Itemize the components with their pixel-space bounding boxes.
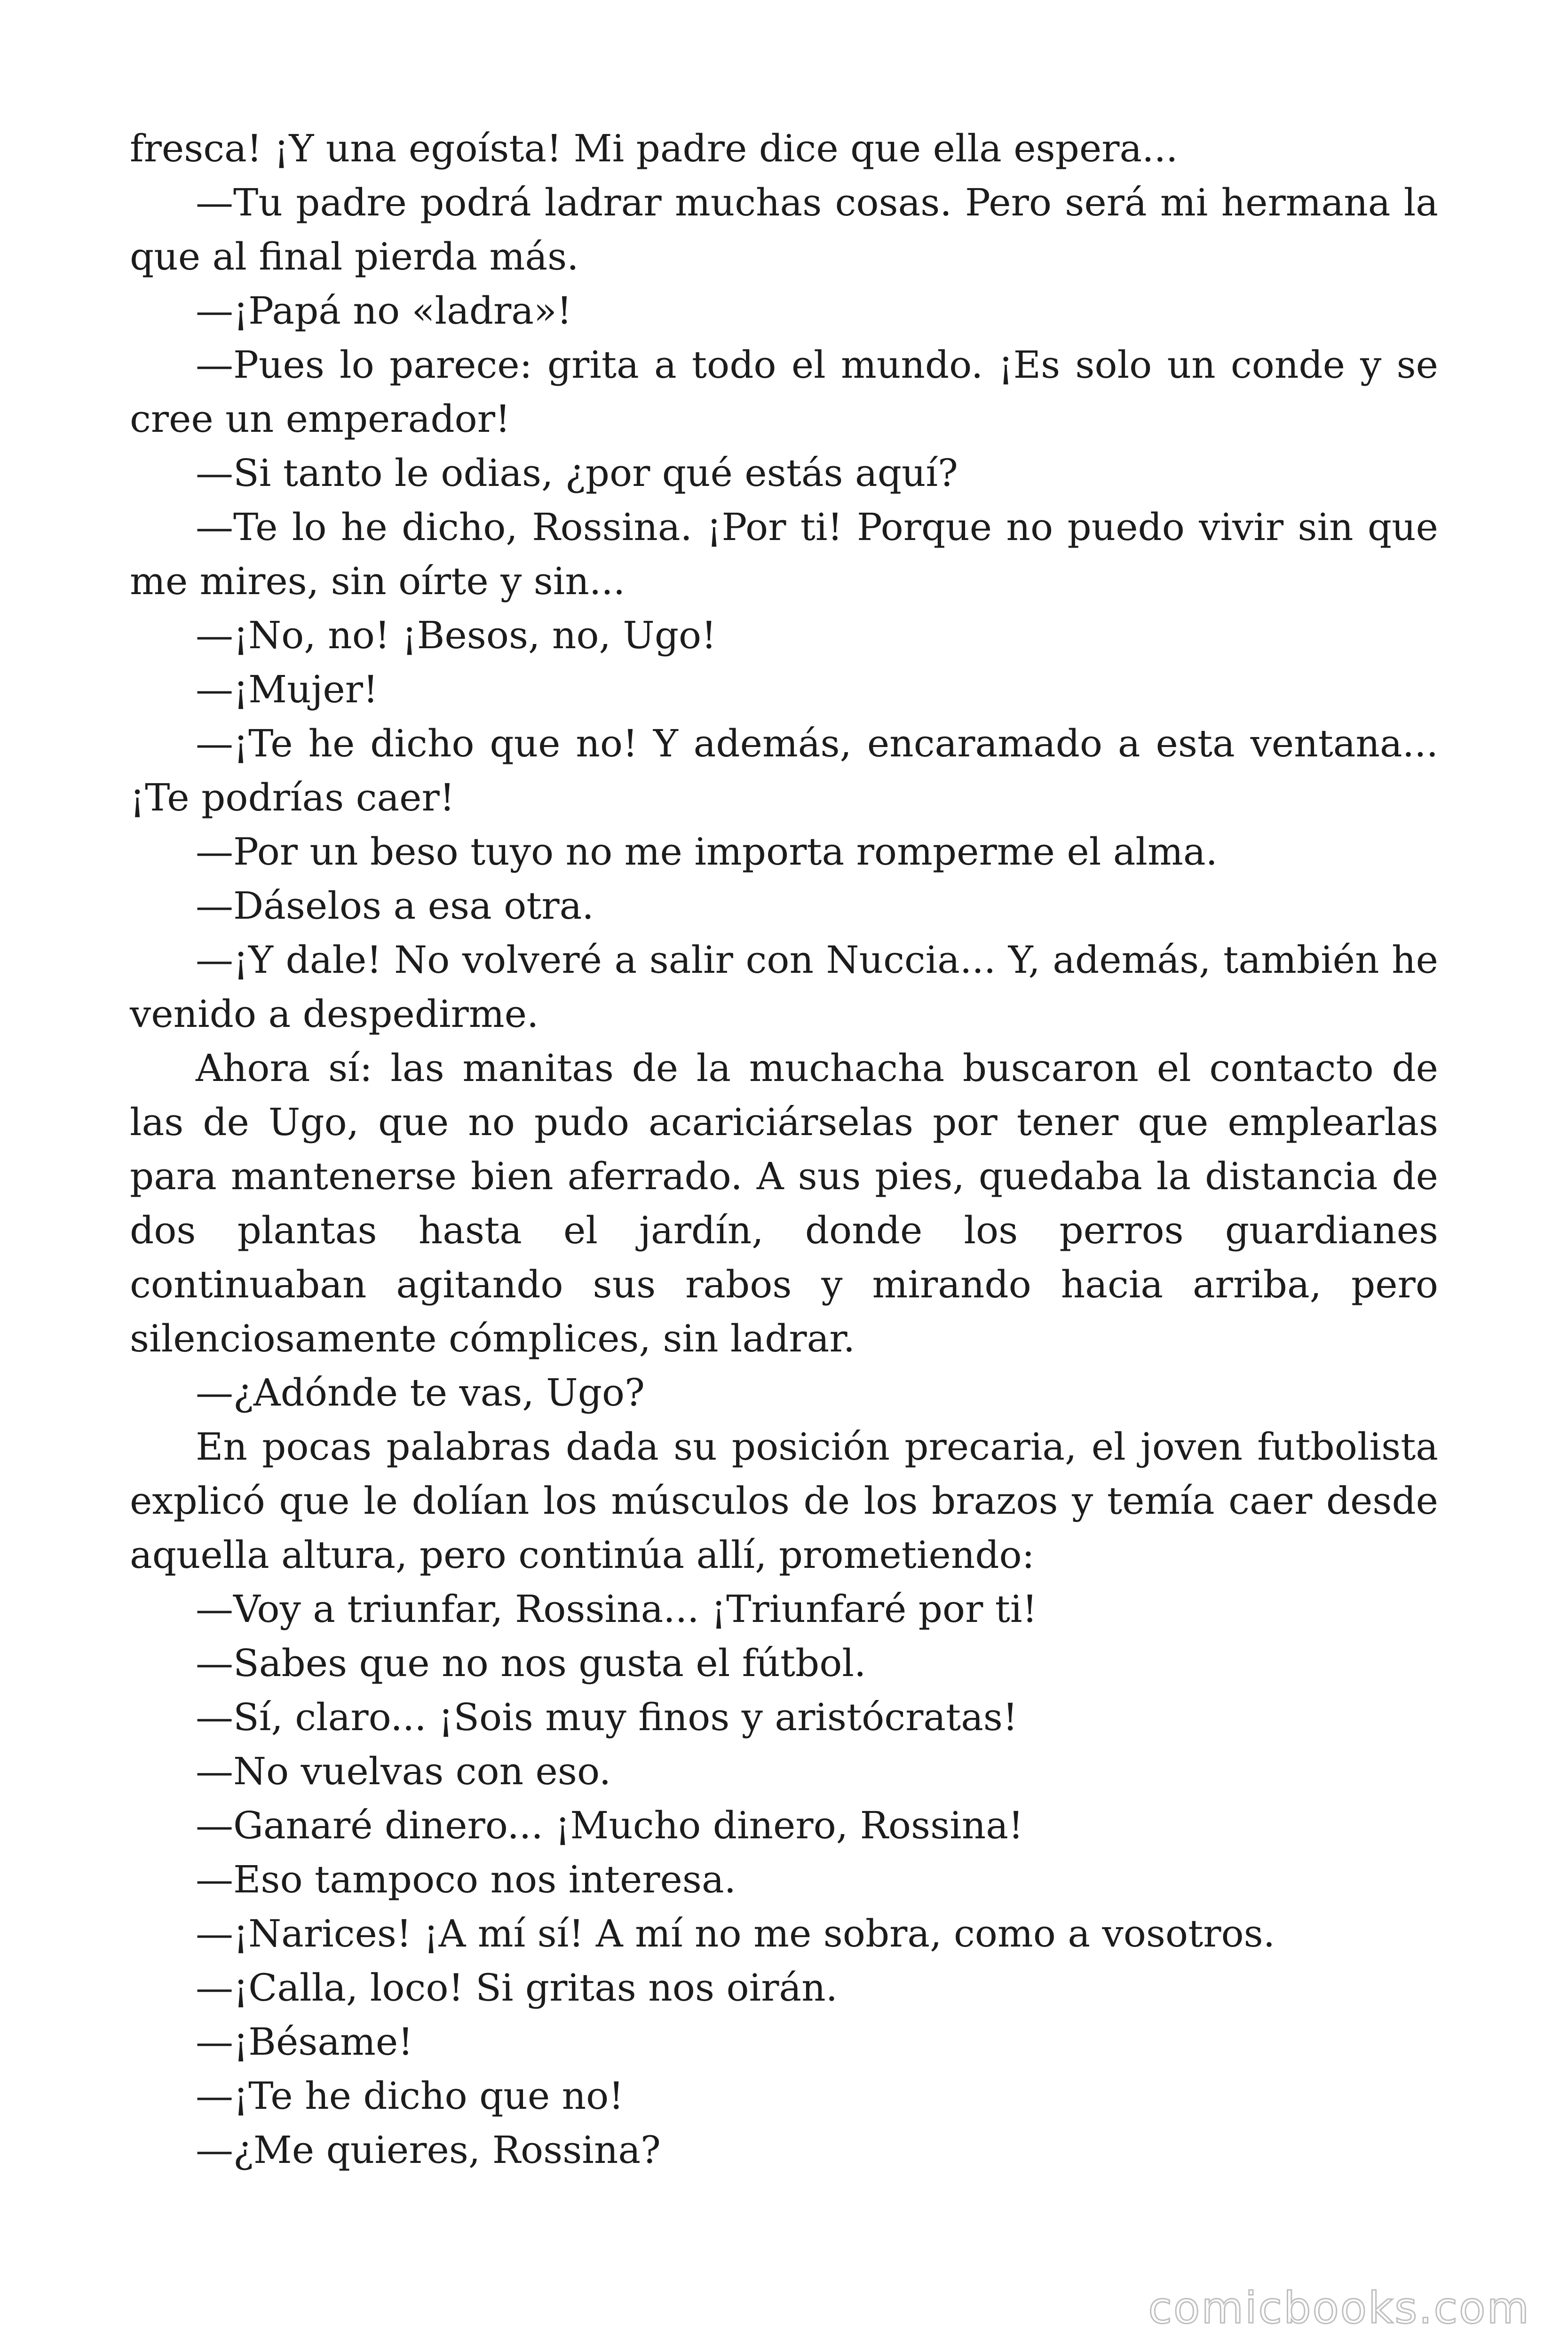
paragraph: —¡Papá no «ladra»!	[196, 289, 572, 333]
paragraph: —¿Me quieres, Rossina?	[196, 2128, 661, 2172]
paragraph: —Sabes que no nos gusta el fútbol.	[196, 1641, 866, 1685]
paragraph: Ahora sí: las manitas de la muchacha buscaron el contacto de las de Ugo, que no pudo acariciárselas por tener que emplearlas para mantenerse bien aferrado. A sus pies, quedaba la distancia de dos plantas hasta el jardín, donde los perros guardianes continuaban agitando sus rabos y mirando hacia arriba, pero silenciosamente cómplices, sin ladrar.	[130, 1046, 1438, 1360]
page-text	[130, 121, 1438, 2177]
paragraph: —No vuelvas con eso.	[196, 1749, 611, 1793]
paragraph: —Te lo he dicho, Rossina. ¡Por ti! Porque no puedo vivir sin que me mires, sin oírte y sin...	[130, 505, 1438, 603]
paragraph: —Por un beso tuyo no me importa romperme el alma.	[196, 830, 1218, 874]
paragraph: —Eso tampoco nos interesa.	[196, 1858, 736, 1901]
paragraph: —Voy a triunfar, Rossina... ¡Triunfaré por ti!	[196, 1587, 1037, 1631]
watermark: comicbooks.com	[1148, 2283, 1530, 2333]
paragraph: —¡Te he dicho que no!	[196, 2074, 624, 2118]
paragraph: —¡Y dale! No volveré a salir con Nuccia... Y, además, también he venido a despedirme.	[130, 938, 1438, 1036]
paragraph: —Sí, claro... ¡Sois muy finos y aristócratas!	[196, 1695, 1018, 1739]
paragraph: En pocas palabras dada su posición precaria, el joven futbolista explicó que le dolían los músculos de los brazos y temía caer desde aquella altura, pero continúa allí, prometiendo:	[130, 1425, 1438, 1577]
paragraph: —¡Mujer!	[196, 667, 379, 711]
paragraph: —¡Bésame!	[196, 2020, 413, 2064]
paragraph: —¡Calla, loco! Si gritas nos oirán.	[196, 1966, 838, 2010]
paragraph: —¡Te he dicho que no! Y además, encaramado a esta ventana... ¡Te podrías caer!	[130, 722, 1438, 819]
paragraph: —¿Adónde te vas, Ugo?	[196, 1371, 645, 1414]
paragraph: —¡Narices! ¡A mí sí! A mí no me sobra, como a vosotros.	[196, 1912, 1275, 1955]
paragraph: —Si tanto le odias, ¿por qué estás aquí?	[196, 451, 958, 495]
paragraph: —Tu padre podrá ladrar muchas cosas. Pero será mi hermana la que al final pierda más.	[130, 181, 1438, 278]
paragraph: fresca! ¡Y una egoísta! Mi padre dice que ella espera...	[130, 127, 1178, 170]
paragraph: —Ganaré dinero... ¡Mucho dinero, Rossina!	[196, 1804, 1024, 1847]
paragraph: —¡No, no! ¡Besos, no, Ugo!	[196, 613, 717, 657]
paragraph: —Pues lo parece: grita a todo el mundo. ¡Es solo un conde y se cree un emperador!	[130, 343, 1438, 441]
paragraph: —Dáselos a esa otra.	[196, 884, 594, 928]
